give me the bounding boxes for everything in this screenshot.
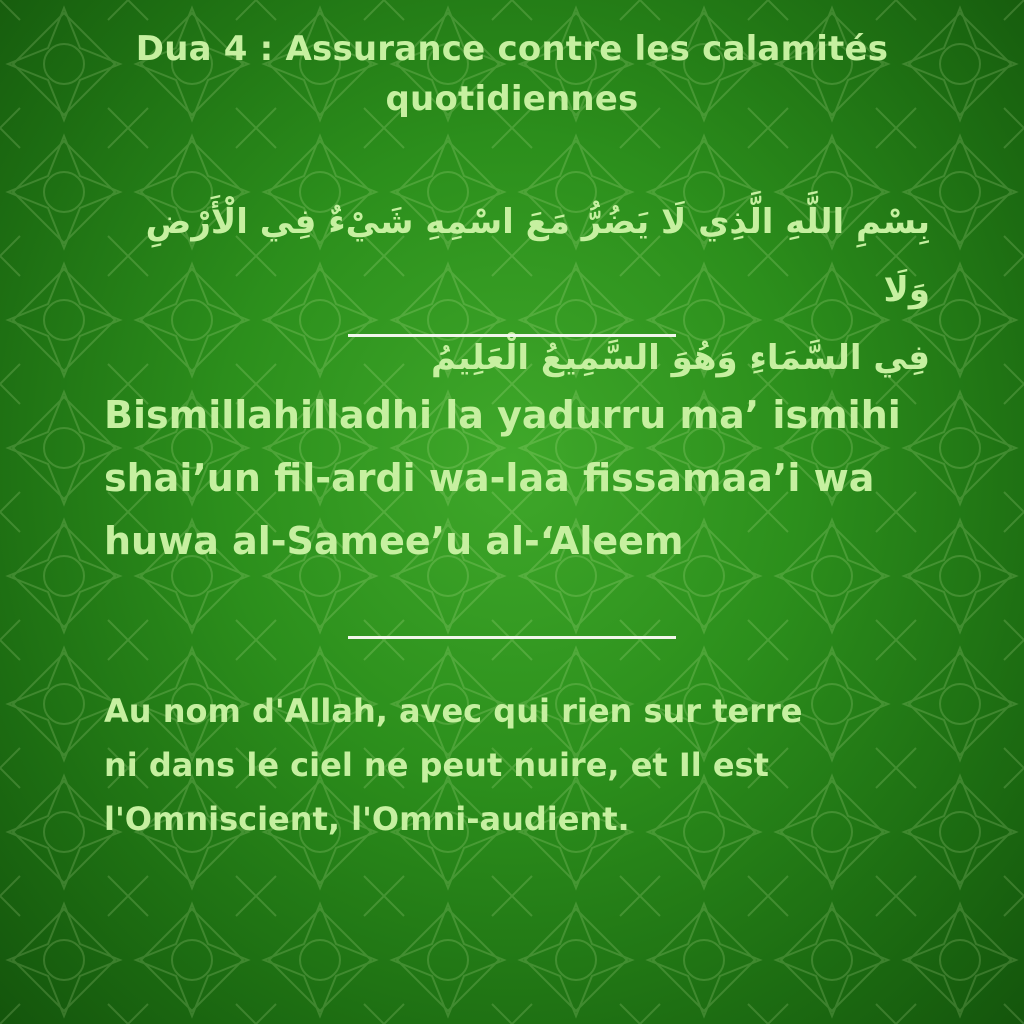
title-line-1: Dua 4 : Assurance contre les calamités	[135, 29, 889, 69]
translation-line-1: Au nom d'Allah, avec qui rien sur terre	[104, 692, 803, 730]
divider-bottom	[348, 636, 676, 639]
translit-line-1: Bismillahilladhi la yadurru ma’ ismihi	[104, 393, 901, 437]
divider-top	[348, 334, 676, 337]
translit-line-3: huwa al-Samee’u al-‘Aleem	[104, 519, 684, 563]
arabic-line-2: فِي السَّمَاءِ وَهُوَ السَّمِيعُ الْعَلِيمُ	[431, 338, 930, 378]
arabic-text	[100, 188, 930, 392]
title-line-2: quotidiennes	[385, 79, 639, 119]
transliteration-text	[104, 384, 1004, 573]
translation-line-2: ni dans le ciel ne peut nuire, et Il est	[104, 746, 769, 784]
translit-line-2: shai’un fil-ardi wa-laa fissamaa’i wa	[104, 456, 875, 500]
french-translation-text	[104, 684, 984, 846]
translation-line-3: l'Omniscient, l'Omni-audient.	[104, 800, 630, 838]
arabic-line-1: بِسْمِ اللَّهِ الَّذِي لَا يَضُرُّ مَعَ اسْمِهِ شَيْءٌ فِي الْأَرْضِ وَلَا	[145, 202, 930, 310]
page-title	[40, 24, 984, 124]
